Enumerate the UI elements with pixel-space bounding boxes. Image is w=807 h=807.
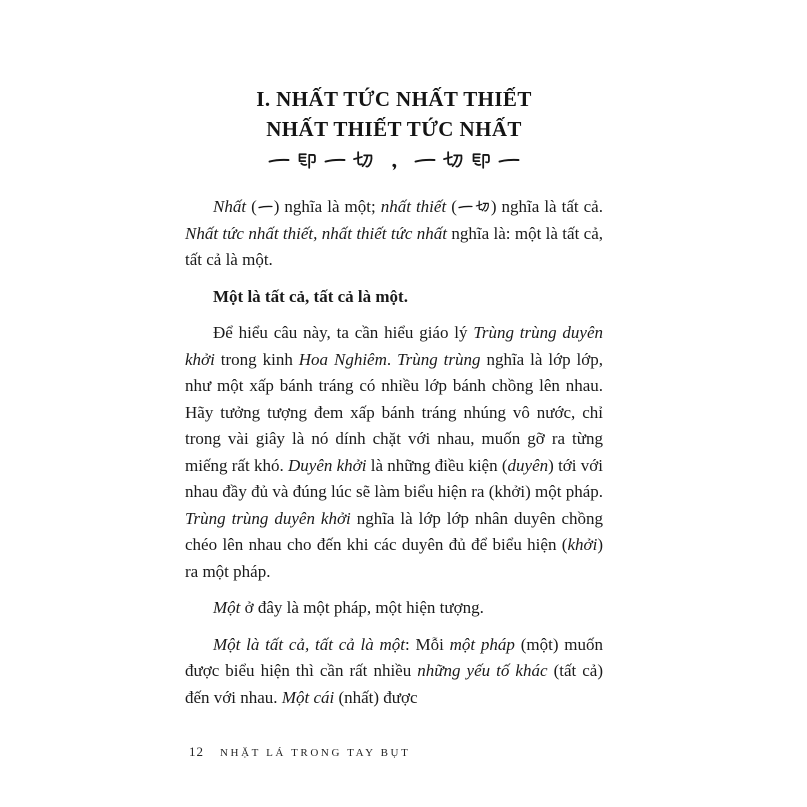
text-run: Hoa Nghiêm [298, 349, 387, 369]
text-run: nhất thiết [380, 197, 447, 216]
cjk-char-icon [498, 149, 520, 171]
text-run: nghĩa là lớp lớp nhân duyên chồng chéo lên nhau cho đến khi các duyên đủ để biểu hiện ( [185, 508, 603, 554]
page-footer [189, 744, 410, 760]
cjk-char-icon [388, 159, 400, 171]
cjk-char-icon [258, 199, 273, 214]
text-run: Duyên khởi [288, 455, 367, 475]
paragraph [185, 320, 603, 585]
text-run: những yếu tố khác [417, 661, 548, 680]
text-run: ) ra một pháp. [185, 535, 603, 581]
chapter-title-line1: I. NHẤT TỨC NHẤT THIẾT [256, 87, 532, 111]
cjk-char-icon [296, 149, 318, 171]
body-text [185, 194, 603, 711]
text-run: (một) muốn được biểu hiện thì cần rất nhiều [185, 634, 603, 680]
text-run: Nhất [213, 197, 247, 216]
paragraph [185, 194, 603, 274]
cjk-char-icon [324, 149, 346, 171]
text-run: một pháp [449, 634, 515, 654]
text-run: duyên [507, 455, 549, 475]
text-run: Trùng trùng duyên khởi [185, 508, 351, 528]
text-run: Trùng trùng [397, 349, 481, 369]
text-run: ) nghĩa là tất cả. [490, 197, 603, 216]
text-run: (tất cả) đến với nhau. [185, 661, 603, 707]
text-run: nghĩa là lớp lớp, như một xấp bánh tráng có nhiều lớp bánh chồng lên nhau. Hãy tưởng tượng đem xấp bánh tráng nhúng vô nước, chỉ trong vài giây là nó dính chặt với nhau, muốn gỡ ra từng miếng rất khó. [185, 349, 603, 475]
cjk-char-icon [458, 199, 473, 214]
chapter-title-line2: NHẤT THIẾT TỨC NHẤT [266, 117, 522, 141]
cjk-char-icon [414, 149, 436, 171]
paragraph [185, 595, 603, 622]
paragraph [185, 284, 603, 311]
text-run: Một cái [281, 687, 335, 707]
chapter-title-cjk [185, 149, 603, 177]
text-run: nghĩa là: một là tất cả, tất cả là một. [185, 223, 604, 269]
cjk-char-icon [442, 149, 464, 171]
text-run: . [386, 349, 398, 369]
running-title: NHẶT LÁ TRONG TAY BỤT [220, 747, 411, 759]
text-run: ở đây là một pháp, một hiện tượng. [240, 598, 484, 617]
text-run: Nhất tức nhất thiết, nhất thiết tức nhất [185, 223, 448, 243]
cjk-char-icon [268, 149, 290, 171]
text-run: trong kinh [214, 349, 299, 369]
text-run: Một [213, 598, 241, 617]
text-run: (nhất) được [334, 687, 418, 707]
text-run: Trùng trùng duyên khởi [185, 323, 603, 369]
cjk-char-icon [352, 149, 374, 171]
cjk-char-icon [475, 199, 490, 214]
cjk-run [257, 197, 274, 216]
text-run: : Mỗi [405, 634, 450, 654]
cjk-char-icon [470, 149, 492, 171]
text-run: khởi [567, 535, 598, 554]
cjk-run [457, 197, 491, 216]
text-run: ( [446, 197, 457, 216]
text-run: ( [246, 197, 257, 216]
text-run: là những điều kiện ( [366, 455, 508, 475]
text-run: Để hiểu câu này, ta cần hiểu giáo lý [213, 323, 474, 342]
chapter-header [185, 0, 603, 177]
text-run: ) tới với nhau đầy đủ và đúng lúc sẽ làm biểu hiện ra (khởi) một pháp. [185, 455, 603, 501]
text-run: Một là tất cả, tất cả là một. [213, 286, 408, 306]
page-number: 12 [189, 744, 204, 759]
text-run: ) nghĩa là một; [273, 197, 381, 216]
text-run: Một là tất cả, tất cả là một [213, 634, 406, 654]
paragraph [185, 632, 603, 712]
